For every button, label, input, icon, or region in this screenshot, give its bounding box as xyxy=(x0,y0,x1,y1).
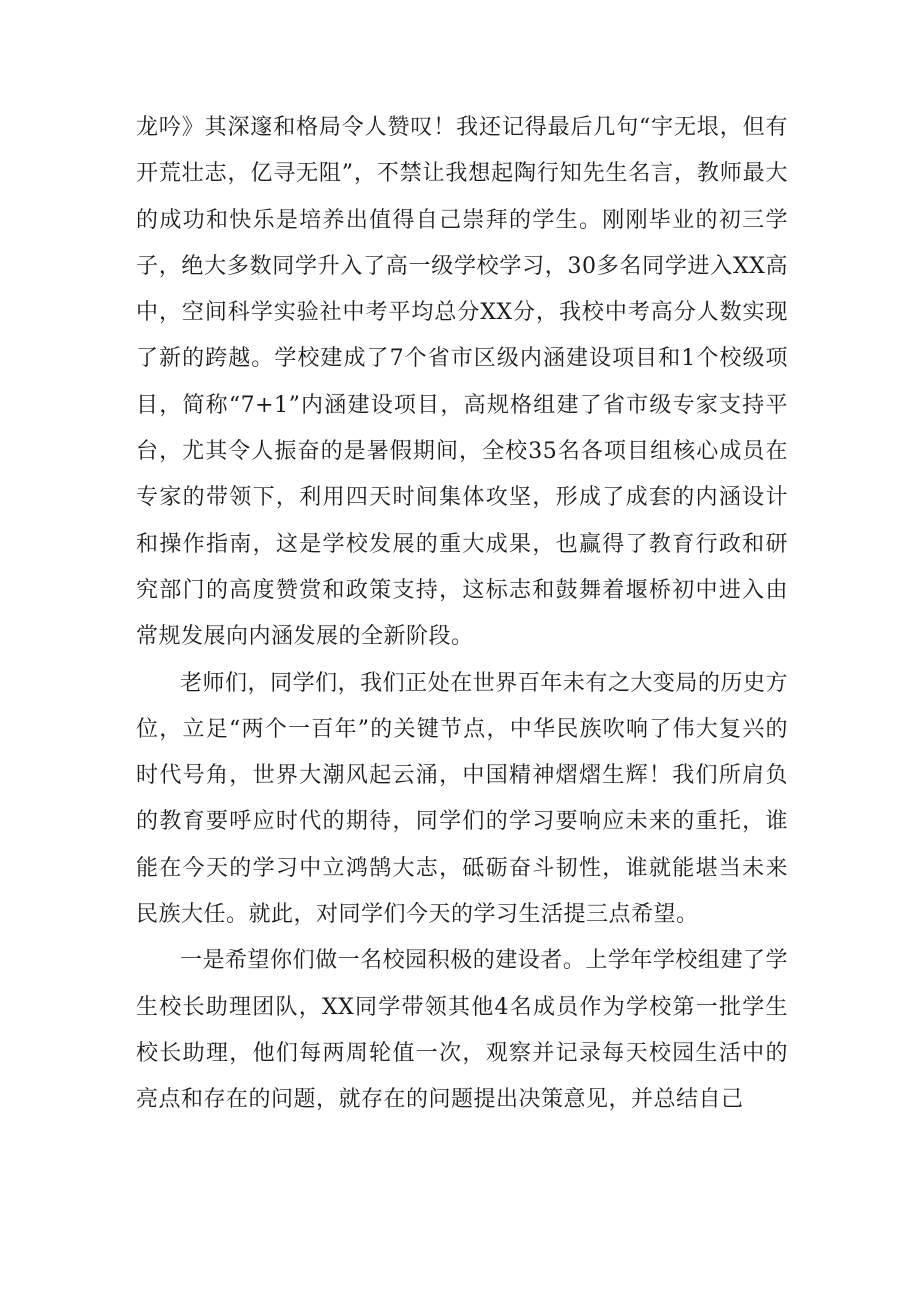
document-body xyxy=(136,105,788,1124)
paragraph-first-hope: 一是希望你们做一名校园积极的建设者。上学年学校组建了学生校长助理团队，XX同学带领其他4名成员作为学校第一批学生校长助理，他们每两周轮值一次，观察并记录每天校园生活中的亮点和存在的问题，就存在的问题提出决策意见，并总结自己 xyxy=(136,948,788,1113)
paragraph-achievements: 龙吟》其深邃和格局令人赞叹！我还记得最后几句“宇无垠，但有开荒壮志，亿寻无阻”，不禁让我想起陶行知先生名言，教师最大的成功和快乐是培养出值得自己崇拜的学生。刚刚毕业的初三学子，绝大多数同学升入了高一级学校学习，30多名同学进入XX高中，空间科学实验社中考平均总分XX分，我校中考高分人数实现了新的跨越。学校建成了7个省市区级内涵建设项目和1个校级项目，简称“7+1”内涵建设项目，高规格组建了省市级专家支持平台，尤其令人振奋的是暑假期间，全校35名各项目组核心成员在专家的带领下，利用四天时间集体攻坚，形成了成套的内涵设计和操作指南，这是学校发展的重大成果，也赢得了教育行政和研究部门的高度赞赏和政策支持，这标志和鼓舞着堰桥初中进入由常规发展向内涵发展的全新阶段。 xyxy=(136,115,788,650)
paragraph-era-mission: 老师们，同学们，我们正处在世界百年未有之大变局的历史方位，立足“两个一百年”的关键节点，中华民族吹响了伟大复兴的时代号角，世界大潮风起云涌，中国精神熠熠生辉！我们所肩负的教育要呼应时代的期待，同学们的学习要响应未来的重托，谁能在今天的学习中立鸿鹄大志，砥砺奋斗韧性，谁就能堪当未来民族大任。就此，对同学们今天的学习生活提三点希望。 xyxy=(136,670,788,928)
